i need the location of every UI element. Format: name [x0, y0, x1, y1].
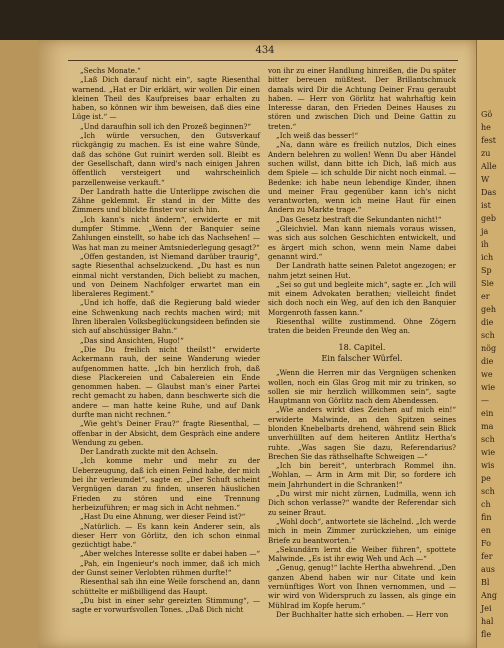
next-page-fragment: er — [481, 292, 490, 301]
paragraph: „Die Du freilich nicht theilst!“ erwiderte Ackermann rauh, der seine Wanderung wieder aufgenommen hatte. „Ich bin herzlich froh, daß diese Plackereien und Cabalereien ein Ende genommen haben. — Glaubst man's einer Partei recht gemacht zu haben, dann beschwerte sich die andere — man hatte keine Ruhe, und auf Dank durfte man nicht rechnen.“ — [72, 344, 260, 419]
paragraph: „Sei so gut und begleite mich“, sagte er. „Ich will mit einem Advokaten berathen; vielleicht findet sich doch noch ein Weg, auf den ich den Banquier Morgenroth fassen kann.“ — [268, 279, 456, 317]
next-page-fragment: fle — [481, 630, 492, 639]
paragraph: „Laß Dich darauf nicht ein“, sagte Riesenthal warnend. „Hat er Dir erklärt, wir wollen Dir einen kleinen Theil des Kaufpreises baar erhalten zu haben, so können wir ihm beweisen, daß dies eine Lüge ist.“ — — [72, 75, 260, 122]
paragraph: „Na, dann wäre es freilich nutzlos, Dich eines Andern belehren zu wollen! Wenn Du aber Händel suchen willst, dann bitte ich Dich, laß mich aus dem Spiele — ich schulde Dir nicht noch einmal. — Bedenke: ich habe neun lebendige Kinder, ihnen und meiner Frau gegenüber kann ich's nicht verantworten, wenn ich meine Haut für einen Andern zu Markte trage.“ — [268, 140, 456, 215]
paragraph: „Sekundärn lernt die Weiber führen“, spottete Malwinde. „Es ist ihr ewig Weh und Ach —“ — [268, 544, 456, 564]
page-stack-edge — [0, 40, 38, 648]
right-column-bottom-text — [268, 368, 456, 619]
left-column — [72, 66, 260, 615]
next-page-fragment: fin — [481, 513, 492, 522]
paragraph: „Sechs Monate.“ — [80, 66, 141, 75]
next-page-fragment: die — [481, 357, 494, 366]
paragraph: „Wohl doch“, antwortete sie lächelnd. „Ich werde mich in mein Zimmer zurückziehen, um einige Briefe zu beantworten.“ — [268, 516, 456, 545]
next-page-fragment: geh — [481, 305, 497, 314]
next-page-fragment: ein — [481, 409, 494, 418]
header-rule — [68, 60, 458, 61]
next-page-fragment: Jei — [481, 604, 492, 613]
paragraph: „Und ich hoffe, daß die Regierung bald wieder eine Schwenkung nach rechts machen wird; mit Ihren liberalen Volksbeglückungsideen befinden sie sich auf abschüssiger Bahn.“ — [72, 298, 260, 336]
next-page-fragment: wie — [481, 383, 496, 392]
next-page-fragment: en — [481, 526, 491, 535]
paragraph: „Hast Du eine Ahnung, wer dieser Feind ist?“ — [80, 512, 246, 522]
page-number: 434 — [255, 45, 275, 56]
right-column-top-text — [268, 66, 456, 336]
next-page-fragment: ist — [481, 201, 491, 210]
paragraph: Riesenthal sah ihn eine Weile forschend an, dann schüttelte er mißbilligend das Haupt. — [72, 577, 260, 596]
next-page-fragment: ich — [481, 253, 494, 262]
next-page-fragment: Gö — [481, 110, 493, 119]
paragraph: „Pah, ein Ingenieur's noch immer, daß ich mich der Gunst seiner Verlobten rühmen durfte!“ — [72, 558, 260, 578]
next-page-fragment: Das — [481, 188, 497, 197]
next-page-fragment: Fo — [481, 539, 491, 548]
next-page-fragment: hal — [481, 617, 494, 626]
next-page-fragment: nög — [481, 344, 497, 353]
paragraph: „Offen gestanden, ist Niemand darüber traurig“, sagte Riesenthal achselzuckend. „Du hast es nun einmal nicht verstanden, Dich beliebt zu machen, und von Deinem Nachfolger erwartet man ein liberaleres Regiment.“ — [72, 251, 260, 299]
paragraph: „Das sind Ansichten, Hugo!“ — [80, 335, 184, 345]
next-page-fragment: wie — [481, 448, 496, 457]
paragraph: Riesenthal willte zustimmend. Ohne Zögern traten die beiden Freunde den Weg an. — [268, 317, 456, 336]
paragraph: Der Landrath zuckte mit den Achseln. — [80, 447, 218, 457]
next-page-fragment: pe — [481, 474, 491, 483]
paragraph: „Du wirst mir nicht zürnen, Ludmilla, wenn ich Dich schon verlasse?“ wandte der Referendar sich zu seiner Braut. — [268, 489, 456, 517]
next-page-fragment: W — [481, 175, 490, 184]
paragraph: „Ich würde versuchen, den Gutsverkauf rückgängig zu machen. Es ist eine wahre Sünde, daß das schöne Gut ruinirt werden soll. Bleibt es der Gesellschaft, dann wird's nach einigen Jahren öffentlich versteigert und wahrscheinlich parzellenweise verkauft.“ — [72, 131, 260, 187]
next-page-fragment: geb — [481, 214, 496, 223]
next-page-fragment: ih — [481, 240, 489, 249]
paragraph: „Aber welches Interesse sollte er dabei haben —“ — [80, 549, 260, 559]
next-page-fragment: Bl — [481, 578, 490, 587]
next-page-fragment: ja — [481, 227, 489, 236]
next-page-fragment: sch — [481, 435, 495, 444]
next-page-fragment: zu — [481, 149, 491, 158]
paragraph: von ihr zu einer Handlung hinreißen, die Du später bitter bereuen müßtest. Der Brillantschmuck damals wird Dir die Achtung Deiner Frau geraubt haben. — Herr von Görlitz hat wahrhaftig kein Interesse daran, den Frieden Deines Hauses zu stören und zwischen Dich und Deine Gattin zu treten.“ — [268, 66, 456, 131]
chapter-number: 18. Capitel. — [338, 342, 386, 352]
paragraph: „Wie anders wirkt dies Zeichen auf mich ein!“ erwiderte Malwinde, an den Spitzen seines blonden Knebelbarts drehend, während sein Blick unverhüllten auf dem heiteren Antlitz Hertha's ruhte. „Was sagen Sie dazu, Referendarius? Brechen Sie das räthselhafte Schweigen —“ — [268, 405, 456, 461]
paragraph: „Und daraufhin soll ich den Prozeß beginnen?“ — [80, 121, 251, 131]
paragraph: „Du bist in einer sehr gereizten Stimmung“, — sagte er vorwurfsvollen Tones. „Daß Dich nicht — [72, 595, 260, 615]
paragraph: Der Landrath hatte seinen Paletot angezogen; er nahm jetzt seinen Hut. — [268, 261, 456, 280]
next-page-fragment: die — [481, 318, 494, 327]
next-page-fragment: Sp — [481, 266, 492, 275]
paragraph: „Ich weiß das besser!“ — [276, 131, 359, 141]
paragraph: „Gleichviel. Man kann niemals voraus wissen, was sich aus solchen Geschichten entwickelt, und es ärgert mich schon, wenn mein Name dabei genannt wird.“ — [268, 224, 456, 261]
next-page-fragment: Alle — [481, 162, 497, 171]
next-page-fragment: he — [481, 123, 491, 132]
next-page-fragment: wis — [481, 461, 495, 470]
next-page-fragment: aus — [481, 565, 496, 574]
next-page-fragment: ch — [481, 500, 491, 509]
right-column — [268, 66, 456, 619]
next-page-fragment: we — [481, 370, 493, 379]
paragraph: „Ich kann's nicht ändern“, erwiderte er mit dumpfer Stimme. „Wenn der Banquier seine Zahlungen einstellt, so habe ich das Nachsehen! — Was hat man zu meiner Amtsniederlegung gesagt?“ — [72, 214, 260, 252]
paragraph: „Ich komme mehr und mehr zu der Ueberzeugung, daß ich einen Feind habe, der mich bei ihr verleumdet“, sagte er. „Der Schuft scheint Vergnügen daran zu finden, unseren häuslichen Frieden zu stören und eine Trennung herbeizuführen; er mag sich in Acht nehmen.“ — [72, 456, 260, 512]
paragraph: Der Buchhalter hatte sich erhoben. — Herr von — [276, 609, 449, 619]
next-page-fragment: Sie — [481, 279, 494, 288]
next-page-fragment: fest — [481, 136, 497, 145]
paragraph: „Wie geht's Deiner Frau?“ fragte Riesenthal, — offenbar in der Absicht, dem Gespräch eine andere Wendung zu geben. — [72, 419, 260, 447]
next-page-fragment: ma — [481, 422, 494, 431]
paragraph: „Ich bin bereit“, unterbrach Rommel ihn. „Wohlan, — Arm in Arm mit Dir, so fordere ich mein Jahrhundert in die Schranken!“ — [268, 461, 456, 489]
next-page-fragment: sch — [481, 487, 495, 496]
next-page-fragment: sch — [481, 331, 495, 340]
paragraph: „Wenn die Herren mir das Vergnügen schenken wollen, noch ein Glas Grog mit mir zu trinken, so sollen sie mir herzlich willkommen sein“, sagte Hauptmann von Görlitz nach dem Abendessen. — [268, 368, 456, 406]
paragraph: „Genug, genug!“ lachte Hertha abwehrend. „Den ganzen Abend haben wir nur Citate und kein vernünftiges Wort von Ihnen vernommen, und — wir wird von Widerspruch zu lassen, als ginge ein Mühlrad im Kopfe herum.“ — [268, 563, 456, 610]
paragraph: „Natürlich. — Es kann kein Anderer sein, als dieser Herr von Görlitz, den ich schon einmal gezüchtigt habe.“ — [72, 521, 260, 550]
chapter-title: Ein falscher Würfel. — [321, 353, 403, 363]
paragraph: „Das Gesetz bestraft die Sekundanten nicht!“ — [276, 214, 442, 224]
paragraph: Der Landrath hatte die Unterlippe zwischen die Zähne geklemmt. Er stand in der Mitte des Zimmers und blickte finster vor sich hin. — [72, 186, 260, 215]
next-page-edge — [476, 40, 504, 648]
next-page-fragment: Ang — [481, 591, 498, 600]
next-page-fragment: — — [481, 396, 489, 405]
next-page-fragment: fer — [481, 552, 493, 561]
